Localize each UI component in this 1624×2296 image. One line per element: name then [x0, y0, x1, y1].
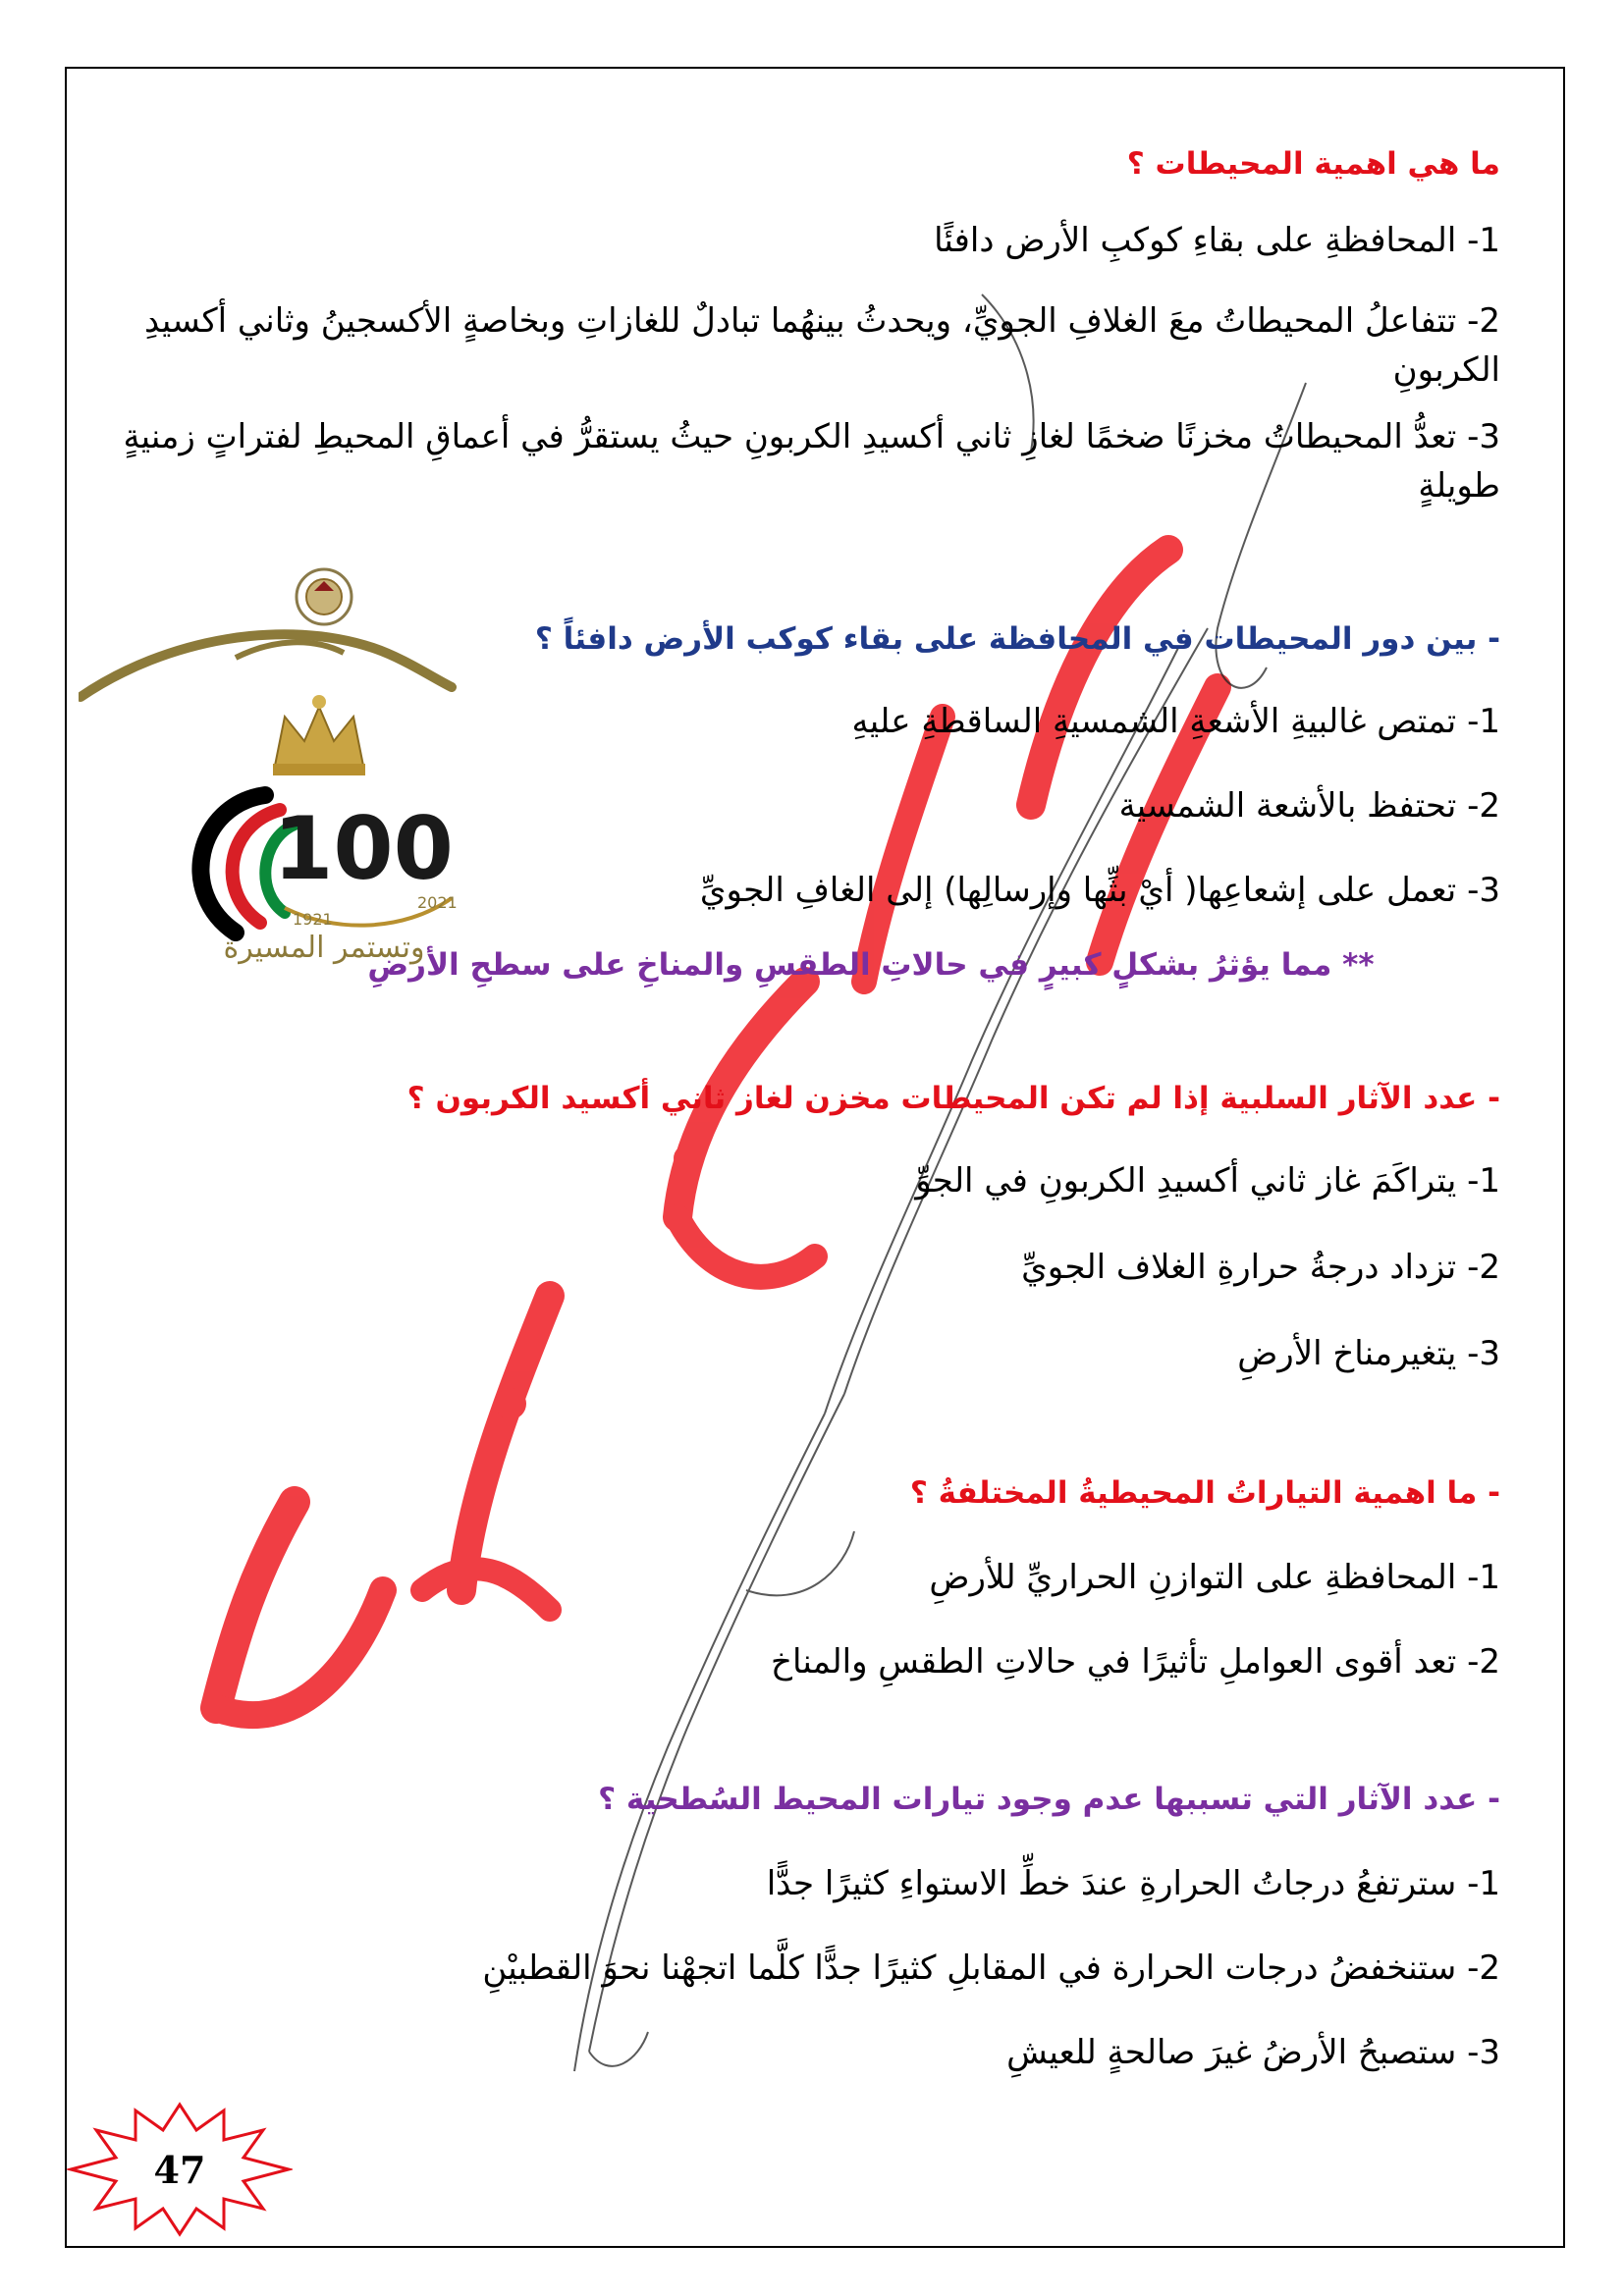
document-body [94, 126, 1500, 2077]
note-text: ** مما يؤثرُ بشكلٍ كبيرٍ في حالاتِ الطقسِ والمناخِ على سطحِ الأرضِ [367, 947, 1375, 983]
list-item: 1- المحافظةِ على التوازنِ الحراريِّ للأرضِ [929, 1558, 1500, 1597]
list-item: 3- تعدُّ المحيطاتُ مخزنًا ضخمًا لغازِ ثاني أكسيدِ الكربونِ حيثُ يستقرُّ في أعماقِ المحيطِ لفتراتٍ زمنيةٍ طويلةٍ [123, 417, 1500, 506]
logo-year-left: 1921 [293, 910, 333, 929]
list-item: 1- تمتص غالبيةِ الأشعةِ الشمسيةِ الساقطةِ عليهِ [851, 702, 1500, 741]
logo-slogan: وتستمر المسيرة [223, 931, 425, 965]
list-item: 3- ستصبحُ الأرضُ غيرَ صالحةٍ للعيشِ [1006, 2033, 1500, 2072]
list-item: 2- تحتفظ بالأشعة الشمسية [1118, 786, 1500, 826]
list-item: 2- ستنخفضُ درجات الحرارة في المقابلِ كثيرًا جدًّا كلَّما اتجهْنا نحوَ القطبيْنِ [482, 1949, 1500, 1988]
section-heading: - عدد الآثار التي تسببها عدم وجود تيارات المحيط السُطحية ؟ [598, 1782, 1500, 1817]
list-item: 2- تزداد درجةُ حرارةِ الغلاف الجويِّ [1021, 1248, 1500, 1287]
list-item: 1- سترتفعُ درجاتُ الحرارةِ عندَ خطِّ الاستواءِ كثيرًا جدًّا [766, 1864, 1500, 1903]
section-heading: - ما اهمية التياراتُ المحيطيةُ المختلفةُ ؟ [909, 1475, 1500, 1511]
emblem-icon [297, 569, 352, 624]
section-heading: - بين دور المحيطات في المحافظة على بقاء كوكب الأرض دافئاً ؟ [534, 621, 1500, 657]
list-item: 1- المحافظةِ على بقاءِ كوكبِ الأرض دافئًا [934, 221, 1500, 260]
list-item: 3- يتغيرمناخ الأرضِ [1237, 1334, 1500, 1373]
centenary-logo [79, 560, 560, 972]
section-heading: ما هي اهمية المحيطات ؟ [1126, 146, 1500, 182]
page-number: 47 [153, 2147, 206, 2192]
list-item: 3- تعمل على إشعاعِها( أيْ بثِّها وإرسالِها) إلى الغافِ الجويِّ [699, 871, 1500, 910]
crown-icon [273, 695, 365, 775]
list-item: 2- تعد أقوى العواملِ تأثيرًا في حالاتِ الطقسِ والمناخ [771, 1642, 1500, 1682]
logo-year-right: 2021 [417, 893, 458, 912]
list-item: 1- يتراكَمَ غاز ثاني أكسيدِ الكربونِ في الجوِّ [915, 1161, 1500, 1201]
logo-number: 100 [273, 798, 454, 899]
section-heading: - عدد الآثار السلبية إذا لم تكن المحيطات مخزن لغاز ثاني أكسيد الكربون ؟ [406, 1081, 1500, 1116]
list-item: 2- تتفاعلُ المحيطاتُ معَ الغلافِ الجويِّ، ويحدثُ بينهُما تبادلٌ للغازاتِ وبخاصةٍ الأكسجينُ وثاني أكسيدِ الكربونِ [144, 301, 1500, 390]
